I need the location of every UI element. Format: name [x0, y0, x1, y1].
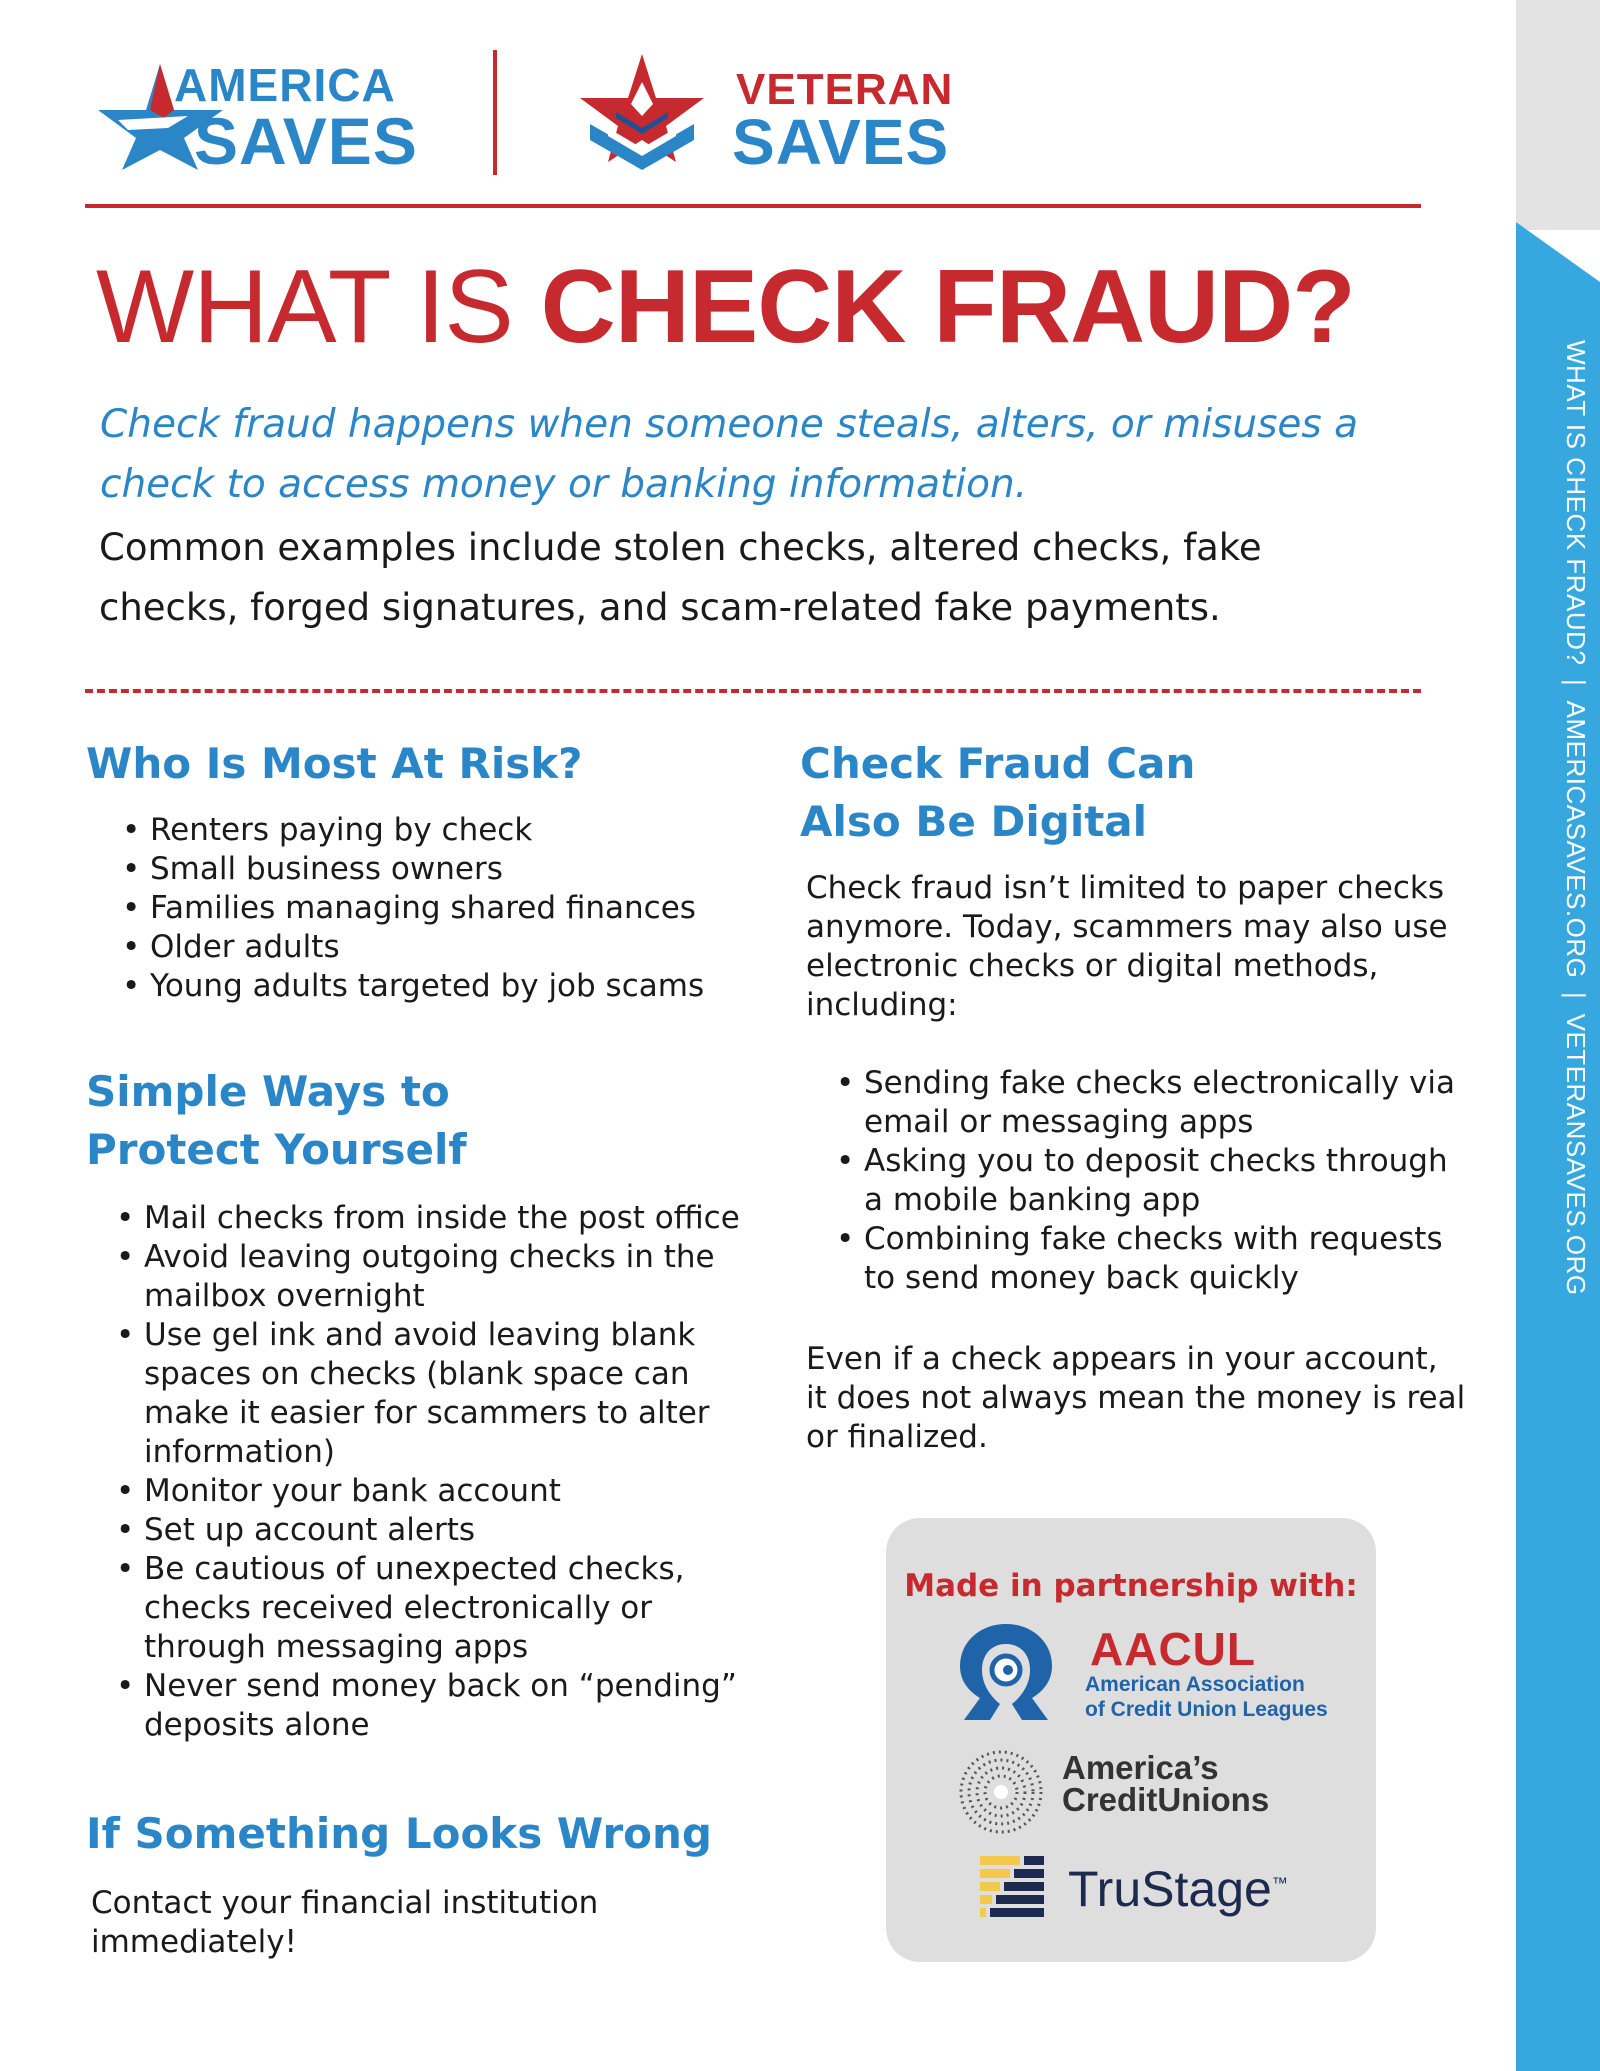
page-title: [96, 249, 1355, 365]
title-bold: CHECK FRAUD?: [540, 249, 1355, 365]
aacul-fullname: [1085, 1672, 1328, 1722]
list-item: • Young adults targeted by job scams: [92, 967, 732, 1006]
partner-title: Made in partnership with:: [904, 1568, 1358, 1604]
acu-line2: CreditUnions: [1062, 1781, 1270, 1818]
dashed-divider: [85, 689, 1421, 693]
trustage-name: [1068, 1860, 1288, 1918]
acu-line1: America’s: [1062, 1749, 1219, 1786]
list-item: • Sending fake checks electronically via email or messaging apps: [806, 1064, 1466, 1142]
protect-heading-line2: Protect Yourself: [86, 1125, 467, 1174]
wrong-heading: If Something Looks Wrong: [86, 1809, 712, 1858]
america-logo-line1: AMERICA: [174, 59, 396, 111]
trustage-wordmark: TruStage: [1068, 1861, 1272, 1917]
list-item: • Older adults: [92, 928, 732, 967]
wrong-text: Contact your financial institution immediately!: [91, 1885, 599, 1960]
list-item: • Use gel ink and avoid leaving blank spaces on checks (blank space can make it easier for scammers to alter information): [86, 1316, 746, 1472]
list-item: • Be cautious of unexpected checks, checks received electronically or through messaging apps: [86, 1550, 746, 1667]
risk-heading: Who Is Most At Risk?: [86, 739, 583, 788]
list-item: • Small business owners: [92, 850, 732, 889]
list-item: • Combining fake checks with requests to send money back quickly: [806, 1220, 1466, 1298]
list-item: • Set up account alerts: [86, 1511, 746, 1550]
acu-name: [1062, 1749, 1270, 1818]
veteran-saves-logo: [568, 52, 968, 177]
trustage-logo-icon: [980, 1856, 1048, 1920]
risk-list: [92, 811, 732, 1006]
protect-heading-line1: Simple Ways to: [86, 1067, 450, 1116]
digital-heading: [800, 735, 1195, 851]
protect-heading: [86, 1063, 467, 1179]
side-band-grey: [1516, 0, 1600, 230]
lead-text: Check fraud happens when someone steals, alters, or misuses a check to access money or banking information.: [100, 402, 1359, 507]
side-separator: |: [1561, 679, 1591, 687]
list-item: • Mail checks from inside the post office: [86, 1199, 746, 1238]
side-url-americasaves: AMERICASAVES.ORG: [1561, 700, 1591, 979]
america-logo-line2: SAVES: [194, 104, 418, 178]
top-rule: [85, 204, 1421, 208]
aacul-name: AACUL: [1090, 1623, 1256, 1675]
list-item: • Never send money back on “pending” deposits alone: [86, 1667, 746, 1745]
digital-note: Even if a check appears in your account, it does not always mean the money is real or finalized.: [806, 1341, 1466, 1455]
title-plain: WHAT IS: [96, 249, 541, 365]
protect-list: [86, 1199, 746, 1745]
list-item: • Asking you to deposit checks through a mobile banking app: [806, 1142, 1466, 1220]
logo-divider: [493, 50, 497, 175]
intro-text: Common examples include stolen checks, altered checks, fake checks, forged signatures, and scam-related fake payments.: [99, 526, 1262, 629]
list-item: • Monitor your bank account: [86, 1472, 746, 1511]
aacul-logo-icon: [950, 1620, 1062, 1724]
aacul-line1: American Association: [1085, 1673, 1305, 1696]
veteran-logo-line2: SAVES: [732, 106, 950, 178]
trustage-tm: ™: [1271, 1875, 1288, 1893]
list-item: • Families managing shared finances: [92, 889, 732, 928]
acu-logo-icon: [956, 1747, 1046, 1837]
side-band-text: [1560, 340, 1591, 1296]
side-url-veteransaves: VETERANSAVES.ORG: [1561, 1013, 1591, 1296]
america-saves-logo: [98, 58, 438, 178]
veteran-saves-star-icon: [568, 52, 718, 177]
side-separator: |: [1561, 992, 1591, 1000]
list-item: • Renters paying by check: [92, 811, 732, 850]
digital-heading-line2: Also Be Digital: [800, 797, 1148, 846]
digital-text: Check fraud isn’t limited to paper checks anymore. Today, scammers may also use electronic checks or digital methods, including:: [806, 870, 1448, 1023]
veteran-logo-line1: VETERAN: [736, 65, 954, 114]
digital-list: [806, 1064, 1466, 1298]
side-title: WHAT IS CHECK FRAUD?: [1561, 340, 1591, 666]
digital-heading-line1: Check Fraud Can: [800, 739, 1196, 788]
list-item: • Avoid leaving outgoing checks in the mailbox overnight: [86, 1238, 746, 1316]
aacul-line2: of Credit Union Leagues: [1085, 1698, 1328, 1721]
